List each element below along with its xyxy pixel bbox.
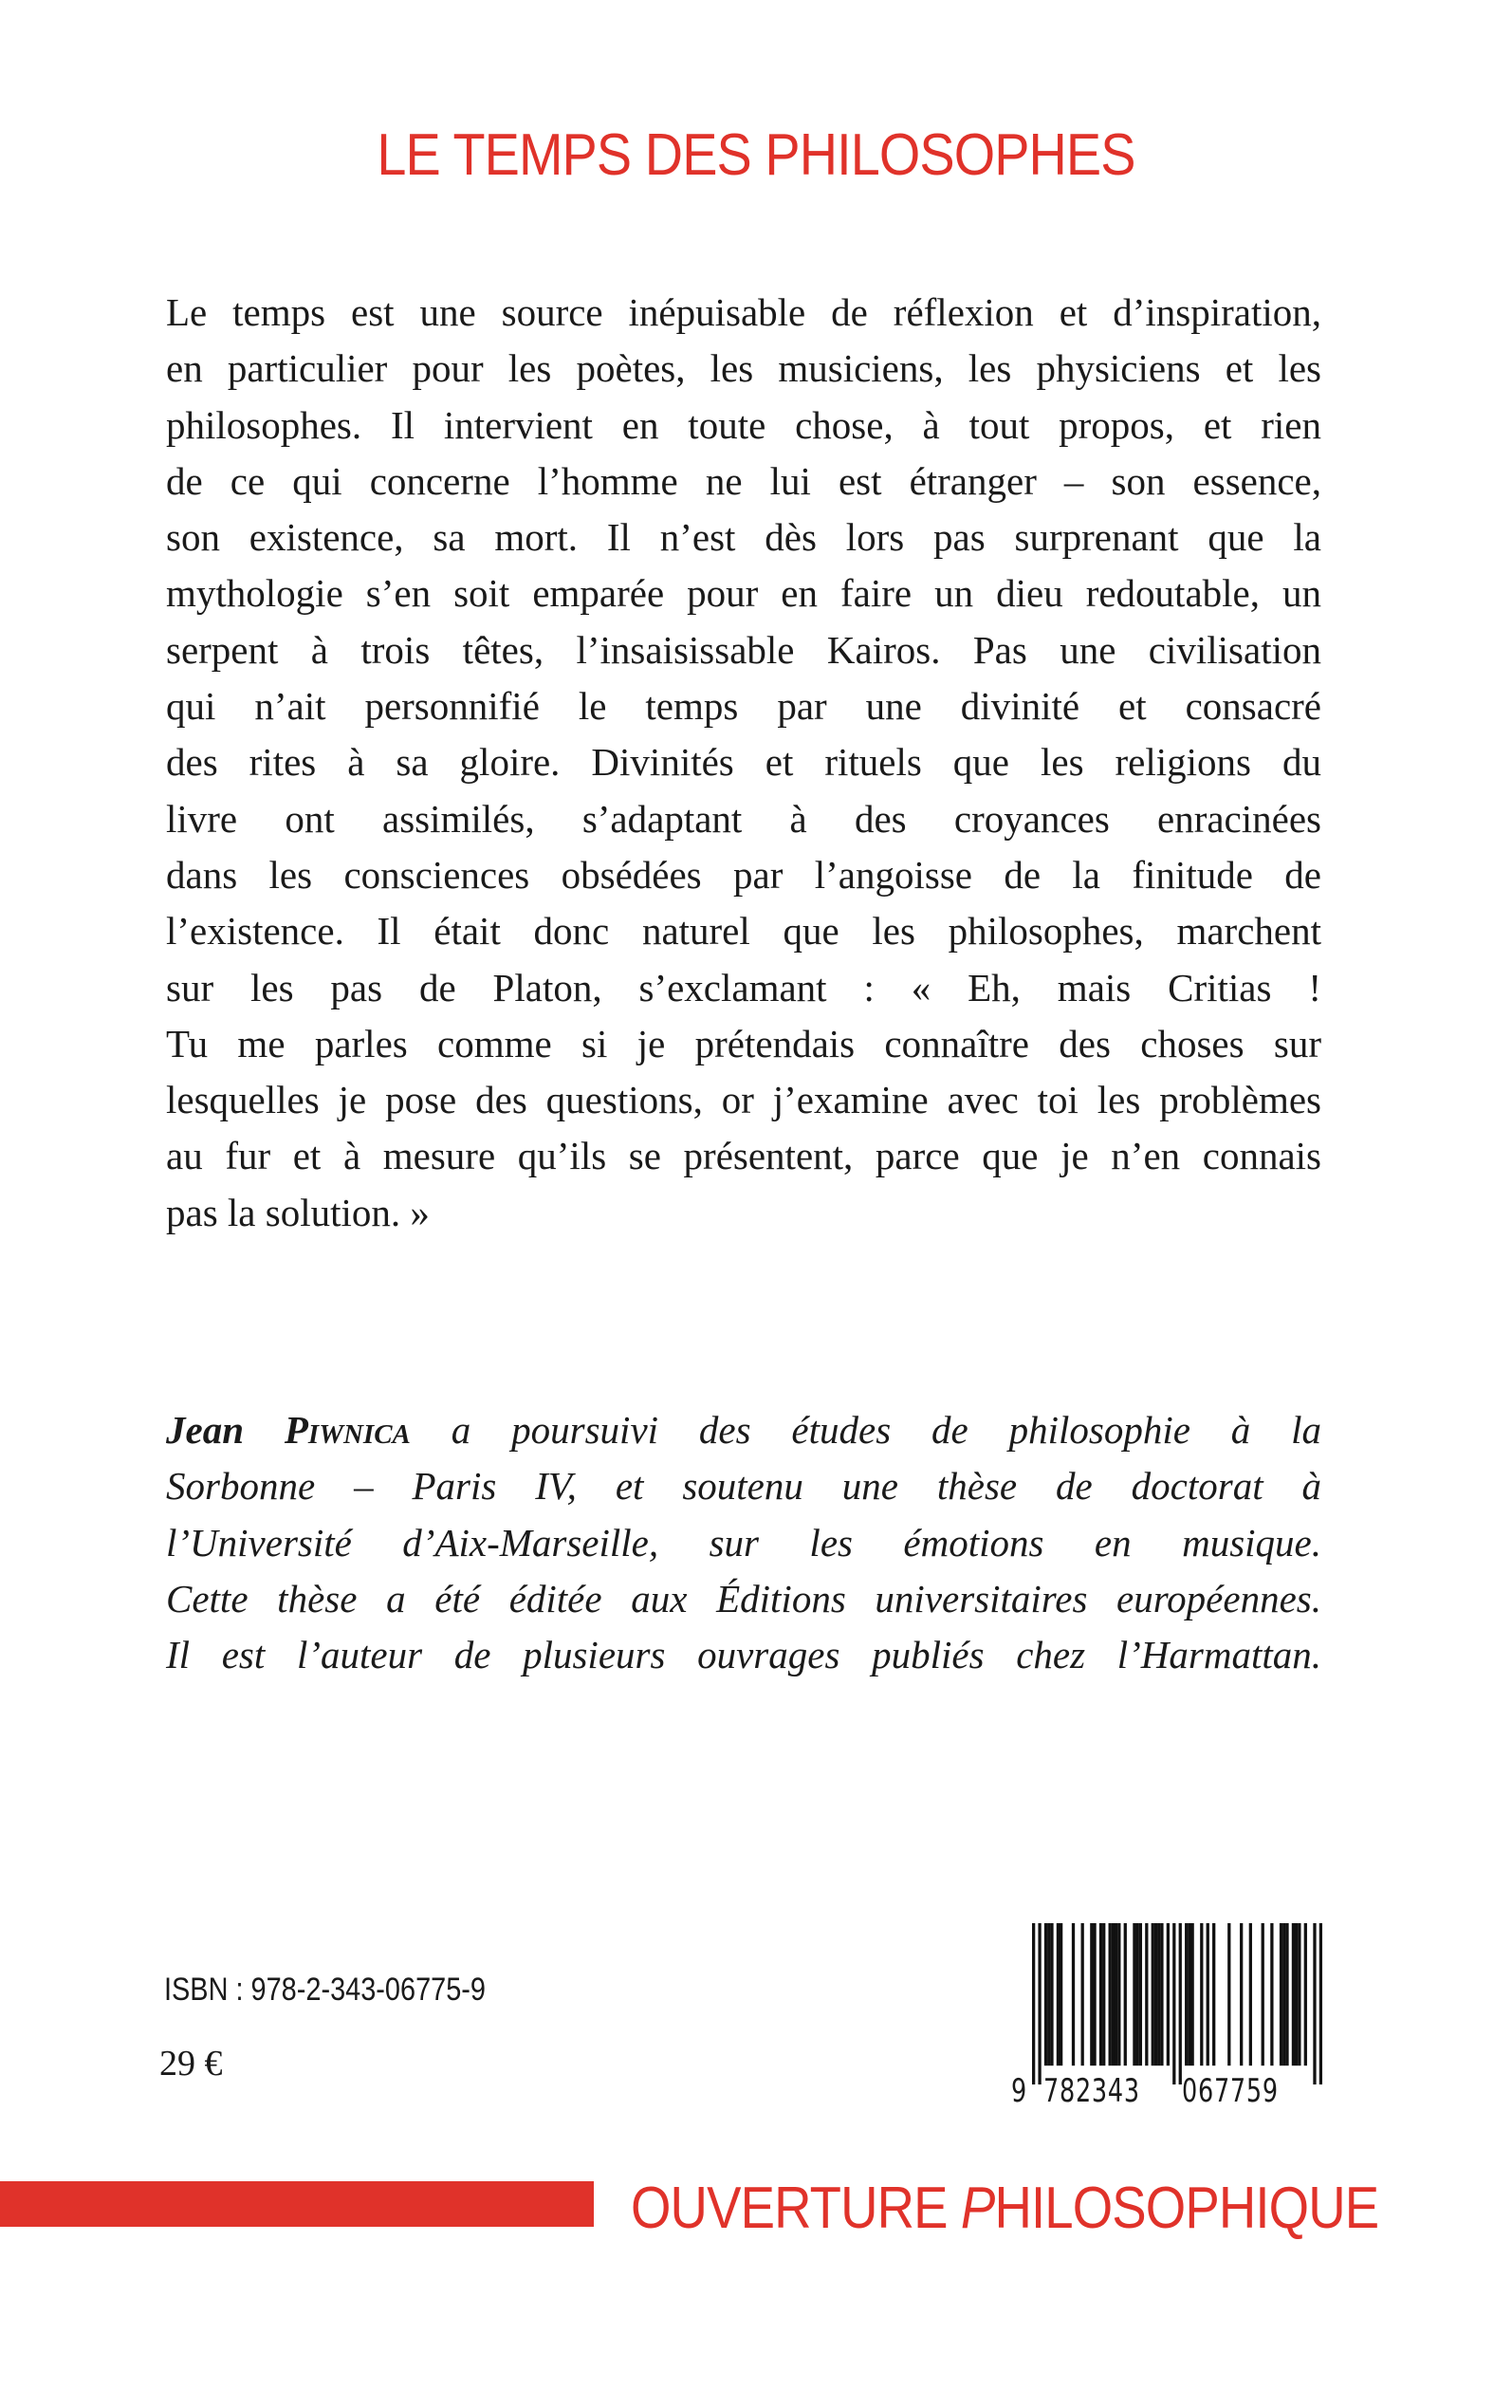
barcode-bar bbox=[1227, 1923, 1230, 2065]
barcode-bar bbox=[1124, 1923, 1127, 2065]
author-last-name: Piwnica bbox=[284, 1408, 411, 1452]
barcode-bar bbox=[1185, 1923, 1188, 2065]
barcode-bar bbox=[1172, 1923, 1175, 2084]
barcode-bar bbox=[1319, 1923, 1322, 2084]
series-red-bar bbox=[0, 2181, 594, 2227]
barcode-bar bbox=[1136, 1923, 1139, 2065]
barcode-digits-left: 782343 bbox=[1043, 2072, 1140, 2110]
barcode-bar bbox=[1047, 1923, 1050, 2065]
barcode-bar bbox=[1188, 1923, 1190, 2065]
barcode bbox=[1011, 1923, 1322, 2110]
barcode-bar bbox=[1298, 1923, 1300, 2065]
summary-line: qui n’ait personnifié le temps par une divinité et consacré bbox=[166, 684, 1321, 729]
series-name bbox=[631, 2175, 1378, 2242]
barcode-bar bbox=[1292, 1923, 1295, 2065]
summary-line: au fur et à mesure qu’ils se présentent, parce que je n’en connais bbox=[166, 1134, 1321, 1178]
bio-line: Sorbonne – Paris IV, et soutenu une thèse de doctorat à bbox=[166, 1464, 1321, 1509]
author-bio bbox=[166, 1402, 1321, 1683]
barcode-bar bbox=[1145, 1923, 1148, 2065]
series-name-part1: OUVERTURE bbox=[631, 2176, 961, 2241]
barcode-digits-right: 067759 bbox=[1182, 2072, 1279, 2110]
summary-line: son existence, sa mort. Il n’est dès lors pas surprenant que la bbox=[166, 515, 1321, 560]
bio-line: a poursuivi des études de philosophie à la bbox=[451, 1408, 1322, 1452]
barcode-bar bbox=[1117, 1923, 1120, 2065]
summary-line: philosophes. Il intervient en toute chose, à tout propos, et rien bbox=[166, 402, 1321, 447]
barcode-bar bbox=[1190, 1923, 1193, 2065]
summary-line: dans les consciences obsédées par l’angoisse de la finitude de bbox=[166, 852, 1321, 897]
barcode-bar bbox=[1112, 1923, 1115, 2065]
barcode-bar bbox=[1240, 1923, 1243, 2065]
price: 29 € bbox=[159, 2044, 223, 2084]
summary-line: des rites à sa gloire. Divinités et rituels que les religions du bbox=[166, 740, 1321, 785]
barcode-bar bbox=[1032, 1923, 1035, 2084]
barcode-bar bbox=[1282, 1923, 1285, 2065]
barcode-bar bbox=[1093, 1923, 1096, 2065]
barcode-bar bbox=[1090, 1923, 1093, 2065]
barcode-bar bbox=[1207, 1923, 1209, 2065]
summary-line: sur les pas de Platon, s’exclamant : « Eh, mais Critias ! bbox=[166, 965, 1321, 1010]
barcode-bar bbox=[1152, 1923, 1154, 2065]
barcode-bar bbox=[1313, 1923, 1316, 2084]
summary-line: Tu me parles comme si je prétendais connaître des choses sur bbox=[166, 1021, 1321, 1065]
barcode-bar bbox=[1262, 1923, 1264, 2065]
barcode-bar bbox=[1099, 1923, 1102, 2065]
barcode-bar bbox=[1295, 1923, 1298, 2065]
barcode-bar bbox=[1060, 1923, 1062, 2065]
author-first-name: Jean bbox=[166, 1408, 244, 1452]
barcode-bar bbox=[1102, 1923, 1105, 2065]
summary-line: lesquelles je pose des questions, or j’examine avec toi les problèmes bbox=[166, 1078, 1321, 1122]
bio-line: Cette thèse a été éditée aux Éditions universitaires européennes. bbox=[166, 1576, 1321, 1621]
barcode-bar bbox=[1249, 1923, 1252, 2065]
barcode-bar bbox=[1057, 1923, 1060, 2065]
barcode-bar bbox=[1285, 1923, 1288, 2065]
barcode-bar bbox=[1157, 1923, 1160, 2065]
barcode-bar bbox=[1167, 1923, 1170, 2065]
barcode-bar bbox=[1072, 1923, 1075, 2065]
barcode-digit-first: 9 bbox=[1011, 2072, 1027, 2110]
barcode-bar bbox=[1050, 1923, 1053, 2065]
barcode-bar bbox=[1212, 1923, 1215, 2065]
barcode-bar bbox=[1139, 1923, 1142, 2065]
summary-line: livre ont assimilés, s’adaptant à des croyances enracinées bbox=[166, 796, 1321, 841]
summary-line: mythologie s’en soit emparée pour en faire un dieu redoutable, un bbox=[166, 571, 1321, 616]
barcode-bar bbox=[1179, 1923, 1182, 2084]
summary-line: Le temps est une source inépuisable de réflexion et d’inspiration, bbox=[166, 290, 1321, 334]
summary-line: de ce qui concerne l’homme ne lui est étranger – son essence, bbox=[166, 458, 1321, 503]
summary-line: pas la solution. » bbox=[166, 1190, 430, 1234]
summary-text bbox=[166, 285, 1321, 1241]
barcode-bar bbox=[1038, 1923, 1041, 2084]
barcode-bar bbox=[1270, 1923, 1273, 2065]
barcode-bar bbox=[1154, 1923, 1157, 2065]
isbn: ISBN : 978-2-343-06775-9 bbox=[164, 1972, 486, 2008]
barcode-bar bbox=[1304, 1923, 1307, 2065]
book-title: LE TEMPS DES PHILOSOPHES bbox=[377, 122, 1135, 188]
barcode-bar bbox=[1160, 1923, 1163, 2065]
summary-line: serpent à trois têtes, l’insaisissable Kairos. Pas une civilisation bbox=[166, 627, 1321, 672]
barcode-bar bbox=[1200, 1923, 1203, 2065]
bio-line: l’Université d’Aix-Marseille, sur les émotions en musique. bbox=[166, 1520, 1321, 1565]
summary-line: l’existence. Il était donc naturel que les philosophes, marchent bbox=[166, 909, 1321, 954]
summary-line: en particulier pour les poètes, les musiciens, les physiciens et les bbox=[166, 346, 1321, 391]
barcode-bar bbox=[1109, 1923, 1112, 2065]
barcode-bar bbox=[1044, 1923, 1047, 2065]
barcode-bar bbox=[1133, 1923, 1135, 2065]
series-name-part2: PHILOSOPHIQUE bbox=[960, 2176, 1379, 2241]
barcode-bar bbox=[1115, 1923, 1117, 2065]
barcode-bar bbox=[1081, 1923, 1084, 2065]
bio-line: Il est l’auteur de plusieurs ouvrages publiés chez l’Harmattan. bbox=[166, 1633, 1321, 1677]
barcode-bar bbox=[1280, 1923, 1282, 2065]
barcode-bars bbox=[1032, 1923, 1322, 2084]
